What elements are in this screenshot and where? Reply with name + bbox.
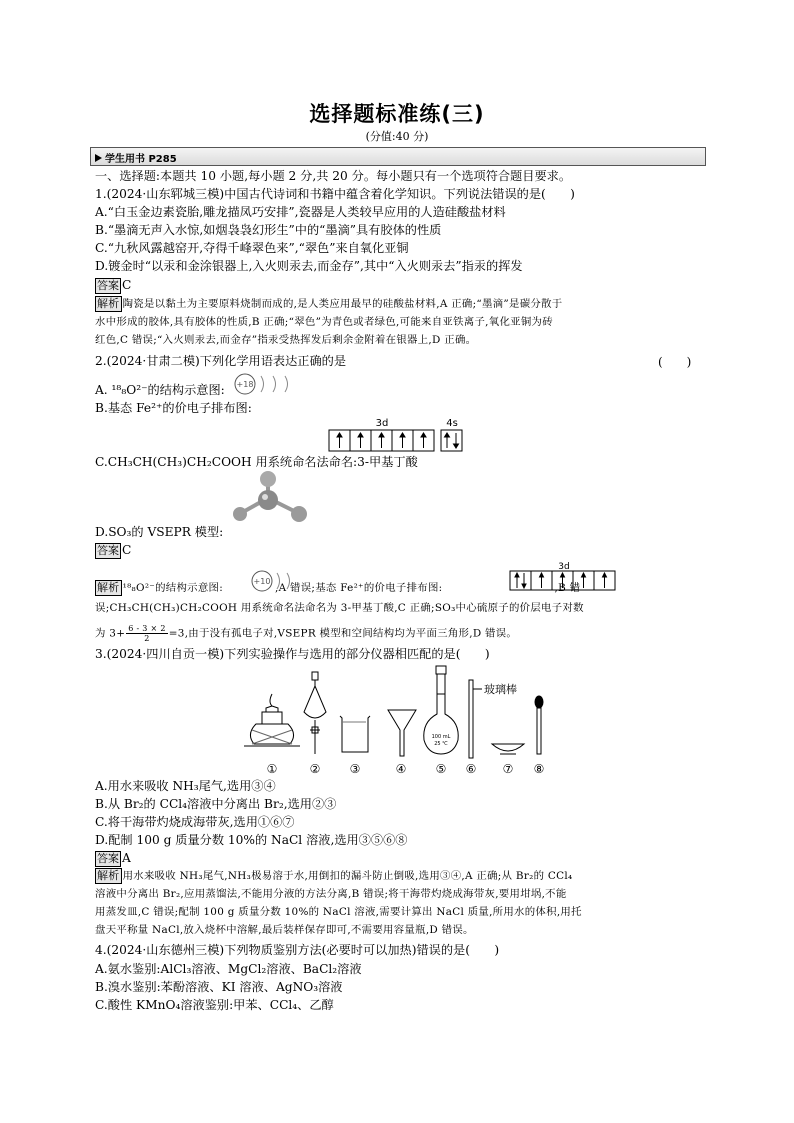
q2-answer-row — [95, 542, 131, 559]
dropper-icon — [535, 696, 543, 754]
answer-label: 答案 — [97, 544, 119, 557]
q2-orbital-diagram — [326, 416, 468, 454]
q2-option-a: A. ¹⁸₈O²⁻的结构示意图: — [95, 383, 225, 397]
q2-analysis-3a: 为 3+ — [95, 627, 126, 640]
q2-option-d: D.SO₃的 VSEPR 模型: — [95, 525, 224, 539]
q1-analysis-row — [95, 296, 563, 313]
q1-analysis-2: 水中形成的胶体,具有胶体的性质,B 正确;“翠色”为青色或者绿色,可能来自亚铁离子,氧化亚铜为砖 — [95, 316, 553, 328]
glass-rod-icon — [469, 680, 482, 758]
q2-analysis-3b: =3,由于没有孤电子对,VSEPR 模型和空间结构均为平面三角形,D 错误。 — [168, 627, 518, 640]
so3-vsepr-model — [228, 470, 313, 532]
analysis-label: 解析 — [97, 581, 120, 594]
q1-option-b: B.“墨滴无声入水惊,如烟袅袅幻形生”中的“墨滴”具有胶体的性质 — [95, 223, 442, 237]
separatory-funnel-icon — [304, 672, 326, 754]
q3-answer: A — [122, 851, 131, 865]
page-title: 选择题标准练(三) — [309, 102, 485, 126]
q3-analysis-1: 用水来吸收 NH₃尾气,NH₃极易溶于水,用倒扣的漏斗防止倒吸,选用③④,A 正确;从 Br₂的 CCl₄ — [122, 870, 573, 882]
book-ref: 学生用书 P285 — [105, 154, 177, 165]
q2-nucleus-2: +10 — [253, 577, 271, 586]
apparatus-label-6: ⑥ — [465, 762, 477, 776]
score-note: (分值:40 分) — [365, 130, 429, 143]
q3-analysis-row — [95, 868, 572, 885]
q2-option-b: B.基态 Fe²⁺的价电子排布图: — [95, 401, 252, 415]
alcohol-lamp-icon — [244, 694, 300, 746]
q3-answer-row — [95, 850, 131, 867]
glass-rod-label: 玻璃棒 — [484, 683, 517, 696]
q3-analysis-3: 用蒸发皿,C 错误;配制 100 g 质量分数 10%的 NaCl 溶液,需要计算出 NaCl 质量,所用水的体积,用托 — [95, 906, 582, 918]
apparatus-label-7: ⑦ — [502, 762, 514, 776]
q3-stem: 3.(2024·四川自贡一模)下列实验操作与选用的部分仪器相匹配的是( ) — [95, 647, 490, 661]
q1-answer: C — [122, 278, 132, 292]
apparatus-label-3: ③ — [349, 762, 361, 776]
q3-option-a: A.用水来吸收 NH₃尾气,选用③④ — [95, 779, 276, 793]
q2-answer: C — [122, 543, 132, 557]
fraction-denominator: 2 — [144, 634, 150, 643]
q4-option-b: B.溴水鉴别:苯酚溶液、KI 溶液、AgNO₃溶液 — [95, 980, 343, 994]
flask-volume: 100 mL — [431, 734, 451, 740]
apparatus-label-8: ⑧ — [533, 762, 545, 776]
q2-analysis-1c: ,B 错 — [554, 582, 581, 594]
q3-analysis-2: 溶液中分离出 Br₂,应用蒸馏法,不能用分液的方法分离,B 错误;将干海带灼烧成海带灰,要用坩埚,不能 — [95, 888, 567, 900]
q2-stem: 2.(2024·甘肃二模)下列化学用语表达正确的是 — [95, 354, 347, 368]
q2-option-c: C.CH₃CH(CH₃)CH₂COOH 用系统命名法命名:3-甲基丁酸 — [95, 455, 418, 469]
q3-option-d: D.配制 100 g 质量分数 10%的 NaCl 溶液,选用③⑤⑥⑧ — [95, 833, 408, 847]
q3-analysis-4: 盘天平称量 NaCl,放入烧杯中溶解,最后装样保存即可,不需要用容量瓶,D 错误。 — [95, 924, 474, 936]
answer-label: 答案 — [97, 852, 119, 865]
q1-analysis-1: 陶瓷是以黏土为主要原料烧制而成的,是人类应用最早的硅酸盐材料,A 正确;“墨滴”是碳分散于 — [122, 298, 563, 310]
q1-answer-row — [95, 277, 131, 294]
apparatus-label-4: ④ — [395, 762, 407, 776]
q4-option-a: A.氨水鉴别:AlCl₃溶液、MgCl₂溶液、BaCl₂溶液 — [95, 962, 362, 976]
q1-option-c: C.“九秋风露越窑开,夺得千峰翠色来”,“翠色”来自氧化亚铜 — [95, 241, 409, 255]
orbital-3d-label: 3d — [375, 418, 389, 429]
q3-apparatus-figure — [238, 664, 558, 776]
q2-analysis-2: 误;CH₃CH(CH₃)CH₂COOH 用系统命名法命名为 3-甲基丁酸,C 正确;SO₃中心硫原子的价层电子对数 — [95, 602, 584, 614]
q2-analysis-1a: ¹⁸₈O²⁻的结构示意图: — [122, 582, 224, 594]
q1-stem: 1.(2024·山东郓城三模)中国古代诗词和书籍中蕴含着化学知识。下列说法错误的是( ) — [95, 187, 575, 201]
q4-stem: 4.(2024·山东德州三模)下列物质鉴别方法(必要时可以加热)错误的是( ) — [95, 943, 500, 957]
orbital-3d-label: 3d — [558, 562, 570, 572]
q2-atom-diagram — [233, 372, 303, 396]
q3-option-b: B.从 Br₂的 CCl₄溶液中分离出 Br₂,选用②③ — [95, 797, 337, 811]
answer-label: 答案 — [97, 279, 119, 292]
q2-analysis-atom-diagram — [250, 569, 302, 593]
funnel-icon — [388, 710, 416, 756]
q2-analysis-orbital — [508, 560, 620, 592]
q4-option-c: C.酸性 KMnO₄溶液鉴别:甲苯、CCl₄、乙醇 — [95, 998, 334, 1012]
analysis-label: 解析 — [97, 869, 120, 882]
orbital-4s-label: 4s — [446, 418, 458, 429]
evaporating-dish-icon — [492, 744, 524, 754]
q2-nucleus: +18 — [236, 380, 254, 389]
apparatus-label-1: ① — [266, 762, 278, 776]
beaker-icon — [340, 716, 370, 752]
q3-option-c: C.将干海带灼烧成海带灰,选用①⑥⑦ — [95, 815, 295, 829]
flask-temp: 25 ℃ — [434, 741, 448, 747]
q1-option-a: A.“白玉金边素瓷胎,雕龙描凤巧安排”,瓷器是人类较早应用的人造硅酸盐材料 — [95, 205, 506, 219]
arrow-icon — [95, 154, 102, 162]
book-ref-bar — [90, 147, 706, 166]
apparatus-label-2: ② — [309, 762, 321, 776]
analysis-label: 解析 — [97, 297, 120, 310]
q2-paren: ( ) — [658, 355, 692, 369]
q2-analysis-1b: ,A 错误;基态 Fe²⁺的价电子排布图: — [275, 582, 443, 594]
q1-option-d: D.镀金时“以汞和金涂银器上,入火则汞去,而金存”,其中“入火则汞去”指汞的挥发 — [95, 259, 523, 273]
apparatus-label-5: ⑤ — [435, 762, 447, 776]
q2-analysis-3-row — [95, 624, 517, 643]
q1-analysis-3: 红色,C 错误;“入火则汞去,而金存”指汞受热挥发后剩余金附着在银器上,D 正确。 — [95, 334, 477, 346]
section-intro: 一、选择题:本题共 10 小题,每小题 2 分,共 20 分。每小题只有一个选项符合题目要求。 — [95, 169, 572, 183]
fraction-numerator: 6 - 3 × 2 — [128, 624, 166, 633]
